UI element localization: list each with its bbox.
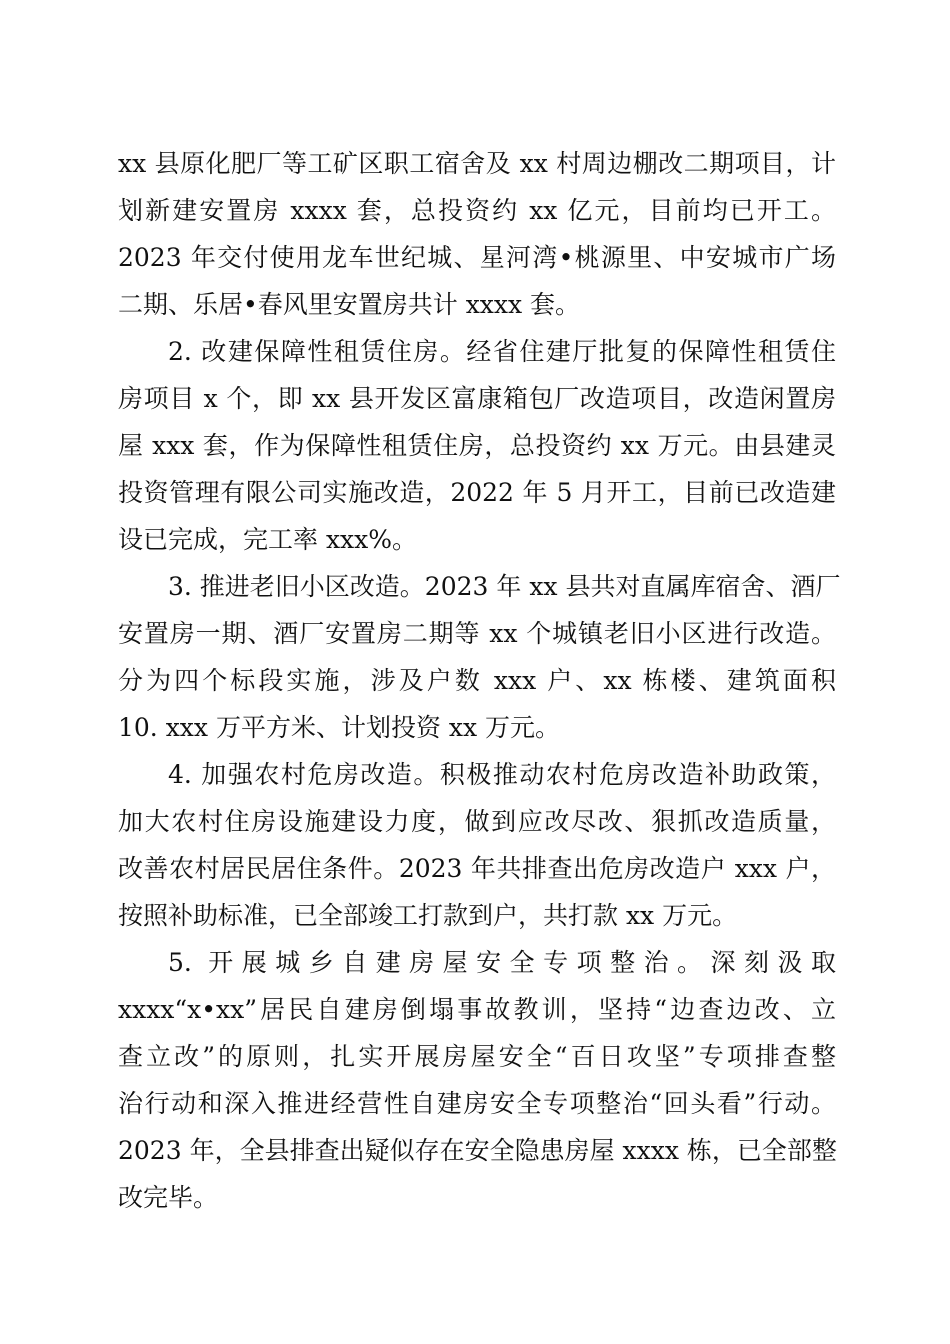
paragraph-heading-line: 3. 推进老旧小区改造。2023 年 xx 县共对直属库宿舍、酒厂: [168, 572, 841, 601]
text-line: 房项目 x 个，即 xx 县开发区富康箱包厂改造项目，改造闲置房: [118, 384, 836, 413]
text-line: 10. xxx 万平方米、计划投资 xx 万元。: [118, 713, 561, 742]
text-line: xx 县原化肥厂等工矿区职工宿舍及 xx 村周边棚改二期项目，计: [118, 149, 836, 178]
paragraph-heading-line: 5. 开展城乡自建房屋安全专项整治。深刻汲取: [168, 948, 836, 977]
text-line: 加大农村住房设施建设力度，做到应改尽改、狠抓改造质量，: [118, 807, 836, 836]
paragraph-heading-line: 4. 加强农村危房改造。积极推动农村危房改造补助政策，: [168, 760, 836, 789]
text-line: 改完毕。: [118, 1183, 219, 1212]
text-line: 屋 xxx 套，作为保障性租赁住房，总投资约 xx 万元。由县建灵: [118, 431, 836, 460]
text-line: 安置房一期、酒厂安置房二期等 xx 个城镇老旧小区进行改造。: [118, 619, 836, 648]
text-line: 二期、乐居•春风里安置房共计 xxxx 套。: [118, 290, 581, 319]
text-line: 分为四个标段实施，涉及户数 xxx 户、xx 栋楼、建筑面积: [118, 666, 836, 695]
text-line: 2023 年交付使用龙车世纪城、星河湾•桃源里、中安城市广场: [118, 243, 836, 272]
text-line: 2023 年，全县排查出疑似存在安全隐患房屋 xxxx 栋，已全部整: [118, 1136, 837, 1165]
text-line: 改善农村居民居住条件。2023 年共排查出危房改造户 xxx 户，: [118, 854, 836, 883]
text-line: 设已完成，完工率 xxx%。: [118, 525, 417, 554]
text-line: 按照补助标准，已全部竣工打款到户，共打款 xx 万元。: [118, 901, 738, 930]
document-body: [118, 140, 841, 1221]
text-line: 投资管理有限公司实施改造，2022 年 5 月开工，目前已改造建: [118, 478, 836, 507]
text-line: 划新建安置房 xxxx 套，总投资约 xx 亿元，目前均已开工。: [118, 196, 836, 225]
paragraph-heading-line: 2. 改建保障性租赁住房。经省住建厅批复的保障性租赁住: [168, 337, 836, 366]
text-line: xxxx“x•xx”居民自建房倒塌事故教训，坚持“边查边改、立: [118, 995, 836, 1024]
text-line: 治行动和深入推进经营性自建房安全专项整治“回头看”行动。: [118, 1089, 836, 1118]
text-line: 查立改”的原则，扎实开展房屋安全“百日攻坚”专项排查整: [118, 1042, 836, 1071]
